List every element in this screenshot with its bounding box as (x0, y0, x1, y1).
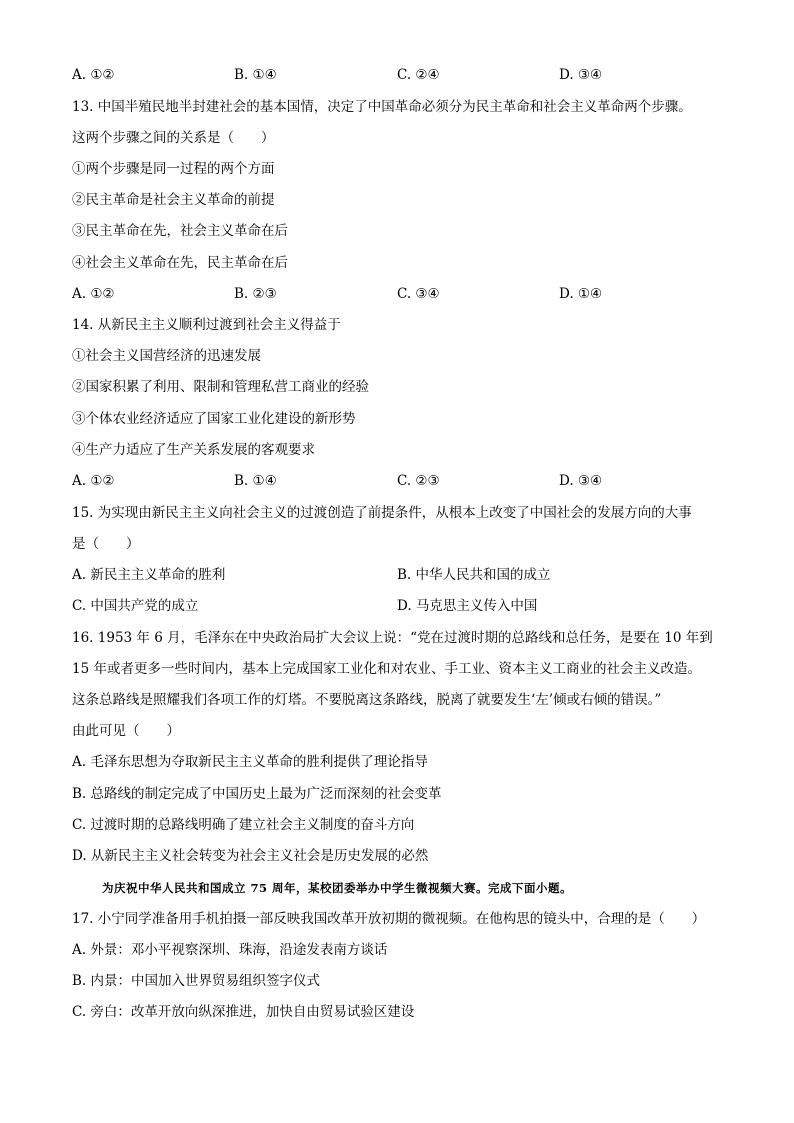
q16-stem-line2: 15 年或者更多一些时间内，基本上完成国家工业化和对农业、手工业、资本主义工商业的社会主义改造。 (72, 661, 701, 677)
q15-options-row2 (72, 597, 722, 615)
q14-stem: 14. 从新民主主义顺利过渡到社会主义得益于 (72, 317, 341, 333)
q14-option-c: C. ②③ (397, 473, 440, 489)
q13-option-b: B. ②③ (234, 286, 277, 302)
q13-option-d: D. ①④ (559, 286, 603, 302)
q16-option-c: C. 过渡时期的总路线明确了建立社会主义制度的奋斗方向 (72, 817, 415, 833)
q17-option-a: A. 外景：邓小平视察深圳、珠海，沿途发表南方谈话 (72, 942, 388, 958)
q16-stem-line1: 16. 1953 年 6 月，毛泽东在中央政治局扩大会议上说：“党在过渡时期的总路线和总任务，是要在 10 年到 (72, 630, 713, 646)
q12-option-c: C. ②④ (397, 67, 440, 83)
section-note: 为庆祝中华人民共和国成立 75 周年，某校团委举办中学生微视频大赛。完成下面小题。 (102, 881, 573, 895)
q15-stem-line2: 是（ ） (72, 536, 140, 552)
q13-options (72, 285, 722, 303)
q17-option-b: B. 内景：中国加入世界贸易组织签字仪式 (72, 973, 321, 989)
q13-option-c: C. ③④ (397, 286, 440, 302)
q14-item-4: ④生产力适应了生产关系发展的客观要求 (72, 442, 315, 458)
q16-option-d: D. 从新民主主义社会转变为社会主义社会是历史发展的必然 (72, 848, 429, 864)
q14-item-2: ②国家积累了利用、限制和管理私营工商业的经验 (72, 379, 369, 395)
q14-option-b: B. ①④ (234, 473, 277, 489)
q13-item-2: ②民主革命是社会主义革命的前提 (72, 192, 275, 208)
q15-option-c: C. 中国共产党的成立 (72, 598, 199, 614)
q14-options (72, 472, 722, 490)
q17-stem: 17. 小宁同学准备用手机拍摄一部反映我国改革开放初期的微视频。在他构思的镜头中，合理的是（ ） (72, 911, 706, 927)
q14-option-a: A. ①② (72, 473, 115, 489)
q15-stem-line1: 15. 为实现由新民主主义向社会主义的过渡创造了前提条件，从根本上改变了中国社会的发展方向的大事 (72, 505, 692, 521)
q14-option-d: D. ③④ (559, 473, 603, 489)
q15-option-d: D. 马克思主义传入中国 (397, 598, 538, 614)
q14-item-3: ③个体农业经济适应了国家工业化建设的新形势 (72, 411, 356, 427)
q15-option-b: B. 中华人民共和国的成立 (397, 567, 551, 583)
q16-stem-line3: 这条总路线是照耀我们各项工作的灯塔。不要脱离这条路线，脱离了就要发生‘左’倾或右倾的错误。” (72, 692, 662, 708)
q13-item-4: ④社会主义革命在先，民主革命在后 (72, 255, 288, 271)
q12-option-d: D. ③④ (559, 67, 603, 83)
q13-item-3: ③民主革命在先，社会主义革命在后 (72, 223, 288, 239)
q15-options-row1 (72, 566, 722, 584)
q13-option-a: A. ①② (72, 286, 115, 302)
q13-stem-line2: 这两个步骤之间的关系是（ ） (72, 130, 275, 146)
q15-option-a: A. 新民主主义革命的胜利 (72, 567, 226, 583)
q17-option-c: C. 旁白：改革开放向纵深推进，加快自由贸易试验区建设 (72, 1004, 415, 1020)
q16-option-b: B. 总路线的制定完成了中国历史上最为广泛而深刻的社会变革 (72, 786, 442, 802)
q12-options (72, 66, 722, 84)
q16-stem-line4: 由此可见（ ） (72, 723, 180, 739)
q13-item-1: ①两个步骤是同一过程的两个方面 (72, 161, 275, 177)
q14-item-1: ①社会主义国营经济的迅速发展 (72, 348, 261, 364)
q16-option-a: A. 毛泽东思想为夺取新民主主义革命的胜利提供了理论指导 (72, 754, 428, 770)
q12-option-b: B. ①④ (234, 67, 277, 83)
q13-stem-line1: 13. 中国半殖民地半封建社会的基本国情，决定了中国革命必须分为民主革命和社会主义革命两个步骤。 (72, 99, 692, 115)
q12-option-a: A. ①② (72, 67, 115, 83)
